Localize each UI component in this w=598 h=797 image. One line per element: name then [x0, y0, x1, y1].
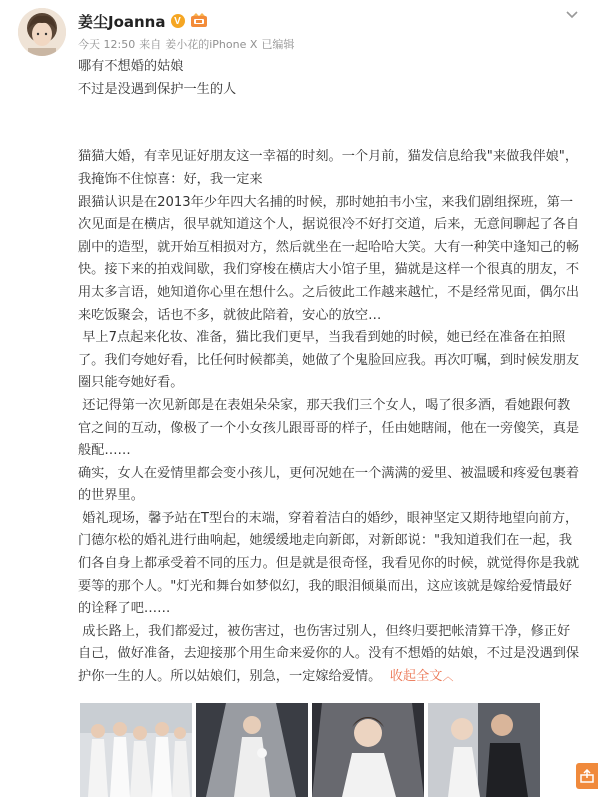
- photo-thumbnail[interactable]: [196, 703, 308, 797]
- paragraph-spacer: [78, 101, 583, 124]
- post-content: [78, 56, 583, 689]
- post-paragraph: 跟猫认识是在2013年少年四大名捕的时候，那时她拍韦小宝，来我们剧组探班，第一次见面是在横店，很早就知道这个人，据说很冷不好打交道，后来，无意间聊起了各自剧中的造型，就开始互相损对方，然后就坐在一起哈哈大笑。大有一种笑中逢知己的畅快。接下来的拍戏间歇，我们穿梭在横店大小馆子里，猫就是这样一个很真的朋友，不用太多言语，她知道你心里在想什么。之后彼此工作越来越忙，不是经常见面，偶尔出来吃饭聚会，话也不多，就彼此陪着，安心的放空…: [78, 194, 580, 323]
- source-prefix: 来自: [139, 38, 162, 51]
- author-avatar[interactable]: [18, 8, 66, 56]
- post-paragraph: 婚礼现场，馨予站在T型台的末端，穿着着洁白的婚纱，眼神坚定又期待地望向前方，门德尔松的婚礼进行曲响起，她缓缓地走向新郎，对新郎说："我知道我们在一起，我们各自身上都承受着不同的压力。但是就是很奇怪，我看见你的时候，就觉得你是我就要等的那个人。"灯光和舞台如梦似幻，我的眼泪倾巢而出，这应该就是嫁给爱情最好的诠释了吧……: [78, 510, 580, 617]
- post-paragraph: 不过是没遇到保护一生的人: [78, 81, 237, 97]
- post-last-paragraph: [78, 621, 583, 689]
- post-paragraph: 还记得第一次见新郎是在表姐朵朵家，那天我们三个女人，喝了很多酒，看她跟何教官之间的互动，像极了一个小女孩儿跟哥哥的样子，任由她瞎闹，他在一旁傻笑，真是般配……: [78, 397, 580, 459]
- post-paragraph: 确实，女人在爱情里都会变小孩儿，更何况她在一个满满的爱里、被温暖和疼爱包裹着的世界里。: [78, 465, 580, 504]
- photo-thumbnail[interactable]: [312, 703, 424, 797]
- post-paragraph: 哪有不想婚的姑娘: [78, 59, 184, 74]
- member-level-icon[interactable]: [190, 13, 208, 29]
- photo-thumbnail[interactable]: [428, 703, 540, 797]
- bride-portrait-photo-icon: [312, 703, 424, 797]
- post-time[interactable]: 今天 12:50: [78, 38, 136, 51]
- couple-photo-icon: [428, 703, 540, 797]
- collapse-full-text-link[interactable]: 收起全文: [389, 669, 443, 685]
- bridesmaids-photo-icon: [80, 703, 192, 797]
- paragraph-spacer: [78, 124, 583, 147]
- post-source[interactable]: 姜小花的iPhone X: [165, 38, 258, 51]
- photo-thumbnail[interactable]: [80, 703, 192, 797]
- post-meta: [78, 36, 298, 52]
- photo-grid: [80, 703, 540, 797]
- floating-share-icon[interactable]: [576, 763, 598, 789]
- verified-v-icon: V: [171, 14, 185, 28]
- chevron-up-icon[interactable]: ︿: [442, 670, 454, 684]
- share-arrow-icon: [580, 769, 594, 783]
- bride-veil-photo-icon: [196, 703, 308, 797]
- author-row: [78, 10, 208, 32]
- author-name[interactable]: 姜尘Joanna: [78, 12, 166, 31]
- post-paragraph: 早上7点起来化妆、准备，猫比我们更早，当我看到她的时候，她已经在准备在拍照了。我们夸她好看，比任何时候都美，她做了个鬼脸回应我。再次叮嘱，到时候发朋友圈只能夸她好看。: [78, 330, 580, 391]
- chevron-down-icon[interactable]: [564, 6, 580, 22]
- last-paragraph-text: 成长路上，我们都爱过，被伤害过，也伤害过别人，但终归要把帐清算干净，修正好自己，做好准备，去迎接那个用生命来爱你的人。没有不想婚的姑娘，不过是没遇到保护你一生的人。所以姑娘们，别急，一定嫁给爱情。: [78, 623, 580, 685]
- post-paragraph: 猫猫大婚，有幸见证好朋友这一幸福的时刻。一个月前，猫发信息给我"来做我伴娘"，我掩饰不住惊喜：好，我一定来: [78, 149, 579, 187]
- edited-label: 已编辑: [261, 38, 295, 51]
